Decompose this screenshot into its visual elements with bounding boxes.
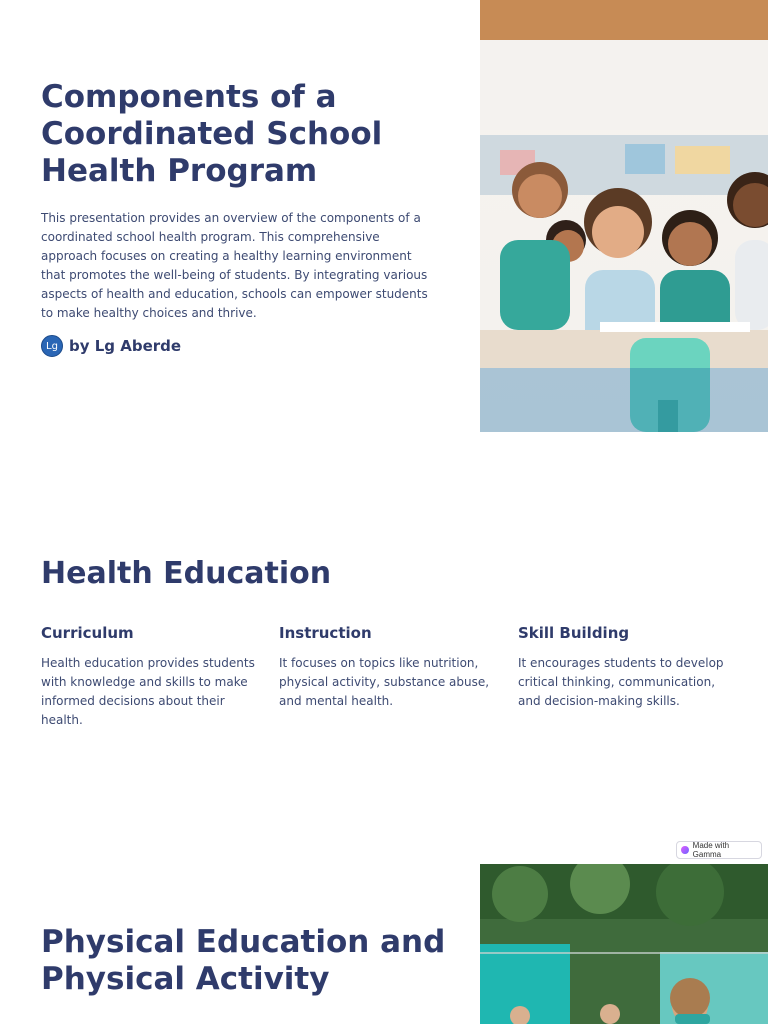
- made-with-gamma-badge[interactable]: [676, 841, 762, 859]
- author-name: by Lg Aberde: [69, 337, 182, 355]
- column-text: Health education provides students with knowledge and skills to make informed decisions about their health.: [41, 656, 255, 727]
- gamma-logo-icon: [681, 846, 689, 854]
- column-title: Curriculum: [41, 624, 134, 642]
- slide-intro: [0, 0, 768, 432]
- column-title: Instruction: [279, 624, 372, 642]
- slide-physical-education: [0, 864, 768, 1024]
- badge-label: Made with Gamma: [692, 841, 730, 859]
- column-skill-building: [518, 624, 732, 711]
- column-title: Skill Building: [518, 624, 630, 642]
- column-instruction: [279, 624, 493, 711]
- playground-image: [480, 864, 768, 1024]
- classroom-image: [480, 0, 768, 432]
- slide-description: This presentation provides an overview of the components of a coordinated school health program. This comprehensive approach focuses on creating a healthy learning environment that promotes the well-being of students. By integrating various aspects of health and education, schools can empower students to make healthy choices and thrive.: [41, 211, 428, 320]
- section-title: Health Education: [41, 556, 332, 591]
- slide-health-education: [0, 432, 768, 864]
- column-text: It encourages students to develop critical thinking, communication, and decision-making skills.: [518, 656, 724, 708]
- column-text: It focuses on topics like nutrition, physical activity, substance abuse, and mental health.: [279, 656, 490, 708]
- slide-title: Components of a Coordinated School Health Program: [41, 79, 383, 189]
- slide-title: Physical Education and Physical Activity: [41, 924, 446, 997]
- avatar: Lg: [41, 335, 63, 357]
- column-curriculum: [41, 624, 255, 730]
- playground-photo-icon: [480, 864, 768, 1024]
- author-byline: [41, 335, 181, 357]
- classroom-photo-icon: [480, 0, 768, 432]
